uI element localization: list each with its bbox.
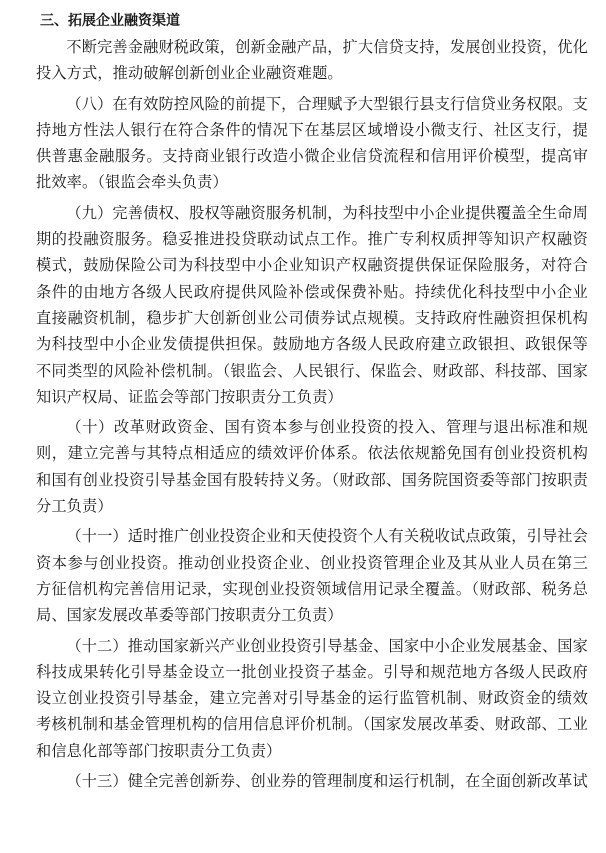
- paragraph-intro: 不断完善金融财税政策，创新金融产品，扩大信贷支持，发展创业投资，优化投入方式，推动破解创新创业企业融资难题。: [36, 38, 588, 83]
- paragraph-item-10: （十）改革财政资金、国有资本参与创业投资的投入、管理与退出标准和规则，建立完善与其特点相适应的绩效评价体系。依法依规豁免国有创业投资机构和国有创业投资引导基金国有股转持义务。（财政部、国务院国资委等部门按职责分工负责）: [36, 418, 588, 516]
- section-title: 三、拓展企业融资渠道: [40, 13, 180, 29]
- paragraph-item-13: （十三）健全完善创新券、创业券的管理制度和运行机制，在全面创新改革试: [66, 772, 588, 791]
- paragraph-item-9: （九）完善债权、股权等融资服务机制，为科技型中小企业提供覆盖全生命周期的投融资服务。稳妥推进投贷联动试点工作。推广专利权质押等知识产权融资模式，鼓励保险公司为科技型中小企业知识产权融资提供保证保险服务，对符合条件的由地方各级人民政府提供风险补偿或保费补贴。持续优化科技型中小企业直接融资机制，稳步扩大创新创业公司债券试点规模。支持政府性融资担保机构为科技型中小企业发债提供担保。鼓励地方各级人民政府建立政银担、政银保等不同类型的风险补偿机制。（银监会、人民银行、保监会、财政部、科技部、国家知识产权局、证监会等部门按职责分工负责）: [36, 203, 588, 406]
- paragraph-item-8: （八）在有效防控风险的前提下，合理赋予大型银行县支行信贷业务权限。支持地方性法人银行在符合条件的情况下在基层区域增设小微支行、社区支行，提供普惠金融服务。支持商业银行改造小微企业信贷流程和信用评价模型，提高审批效率。（银监会牵头负责）: [36, 94, 588, 192]
- paragraph-item-11: （十一）适时推广创业投资企业和天使投资个人有关税收试点政策，引导社会资本参与创业投资。推动创业投资企业、创业投资管理企业及其从业人员在第三方征信机构完善信用记录，实现创业投资领域信用记录全覆盖。（财政部、税务总局、国家发展改革委等部门按职责分工负责）: [36, 527, 588, 625]
- paragraph-item-12: （十二）推动国家新兴产业创业投资引导基金、国家中小企业发展基金、国家科技成果转化引导基金设立一批创业投资子基金。引导和规范地方各级人民政府设立创业投资引导基金，建立完善对引导基金的运行监管机制、财政资金的绩效考核机制和基金管理机构的信用信息评价机制。（国家发展改革委、财政部、工业和信息化部等部门按职责分工负责）: [36, 636, 588, 760]
- document-page: [36, 8, 588, 798]
